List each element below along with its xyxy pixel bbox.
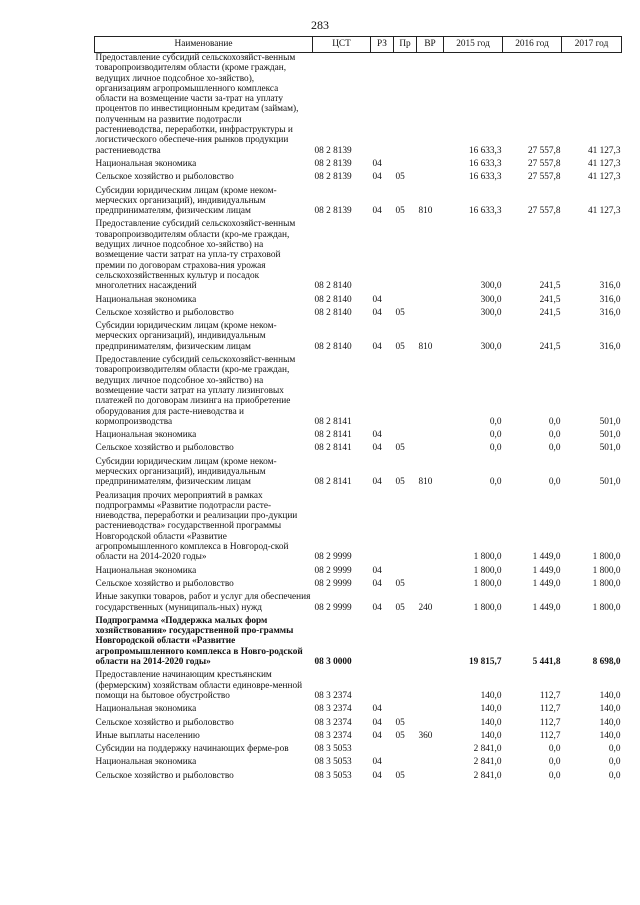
table-row <box>95 321 622 355</box>
table-row <box>95 186 622 220</box>
row-2017: 1 800,0 <box>592 552 621 563</box>
row-2017: 140,0 <box>599 690 621 701</box>
row-vr: 240 <box>418 602 433 613</box>
row-2015: 2 841,0 <box>473 744 502 755</box>
row-2015: 19 815,7 <box>468 657 502 668</box>
row-2017: 41 127,3 <box>587 206 621 217</box>
row-2017: 1 800,0 <box>592 578 621 589</box>
row-name: Национальная экономика <box>95 565 197 576</box>
table-body <box>95 53 622 785</box>
row-2017: 140,0 <box>599 704 621 715</box>
row-2015: 16 633,3 <box>468 172 502 183</box>
table-header-row <box>95 37 622 53</box>
row-2016: 27 557,8 <box>527 145 561 156</box>
row-name: Сельское хозяйство и рыболовство <box>95 717 234 728</box>
table-row <box>95 616 622 670</box>
row-rz <box>371 670 394 704</box>
row-name: Предоставление субсидий сельскохозяйст-венным товаропроизводителям области (кро-ме граждан, ведущих личное подсобное хо-зяйство) на возмещение части затрат на упла-ту страховой премии по договорам страхова-ния урожая сельскохозяйственных культур и посадок многолетних насаждений <box>95 219 296 292</box>
row-2016: 1 449,0 <box>532 578 561 589</box>
row-2015: 16 633,3 <box>468 145 502 156</box>
row-rz: 04 <box>372 341 382 352</box>
page-number: 283 <box>311 18 329 32</box>
table-row <box>95 172 622 185</box>
row-2017: 41 127,3 <box>587 145 621 156</box>
row-2017: 501,0 <box>599 416 621 427</box>
table-row <box>95 670 622 704</box>
row-2017: 140,0 <box>599 730 621 741</box>
row-vr <box>417 744 444 757</box>
row-2015: 16 633,3 <box>468 158 502 169</box>
row-2015: 1 800,0 <box>473 565 502 576</box>
row-pr: 05 <box>395 477 405 488</box>
row-rz: 04 <box>372 602 382 613</box>
row-2015: 1 800,0 <box>473 602 502 613</box>
table-row <box>95 53 622 159</box>
row-vr <box>417 579 444 592</box>
row-vr <box>417 566 444 579</box>
row-pr: 05 <box>395 206 405 217</box>
row-pr <box>394 219 417 294</box>
row-2017: 41 127,3 <box>587 158 621 169</box>
row-name: Сельское хозяйство и рыболовство <box>95 172 234 183</box>
row-vr <box>417 491 444 566</box>
row-pr <box>394 491 417 566</box>
row-vr: 810 <box>418 477 433 488</box>
row-2016: 0,0 <box>548 430 561 441</box>
row-rz: 04 <box>372 578 382 589</box>
row-2016: 0,0 <box>548 477 561 488</box>
row-name: Национальная экономика <box>95 704 197 715</box>
row-2016: 0,0 <box>548 744 561 755</box>
row-vr: 810 <box>418 206 433 217</box>
row-2017: 316,0 <box>599 281 621 292</box>
table-row <box>95 704 622 717</box>
row-pr: 05 <box>395 307 405 318</box>
row-vr <box>417 757 444 770</box>
header-name: Наименование <box>95 37 313 53</box>
row-cst: 08 2 8139 <box>314 158 352 169</box>
row-2015: 0,0 <box>489 443 502 454</box>
row-cst: 08 3 2374 <box>314 717 352 728</box>
header-2015: 2015 год <box>444 37 503 53</box>
row-2015: 140,0 <box>480 704 502 715</box>
row-name: Предоставление субсидий сельскохозяйст-венным товаропроизводителям области (кро-ме граждан, ведущих личное подсобное хо-зяйство) на возмещение части затрат на уплату лизинговых платежей по договорам лизинга на приобретение оборудования для расте-ниеводства и кормопроизводства <box>95 355 296 427</box>
header-rz: РЗ <box>371 37 394 53</box>
row-rz: 04 <box>372 294 382 305</box>
row-2015: 300,0 <box>480 294 502 305</box>
row-2017: 0,0 <box>608 757 621 768</box>
row-2017: 140,0 <box>599 717 621 728</box>
row-pr <box>394 616 417 670</box>
row-2016: 27 557,8 <box>527 172 561 183</box>
row-2017: 316,0 <box>599 307 621 318</box>
row-pr: 05 <box>395 578 405 589</box>
table-row <box>95 757 622 770</box>
table-row <box>95 566 622 579</box>
row-2016: 27 557,8 <box>527 158 561 169</box>
row-pr <box>394 295 417 308</box>
row-pr <box>394 430 417 443</box>
row-pr <box>394 744 417 757</box>
row-2017: 0,0 <box>608 770 621 781</box>
row-2015: 0,0 <box>489 416 502 427</box>
row-name: Сельское хозяйство и рыболовство <box>95 307 234 318</box>
row-2017: 1 800,0 <box>592 602 621 613</box>
row-pr: 05 <box>395 172 405 183</box>
row-rz <box>371 355 394 430</box>
row-name: Национальная экономика <box>95 158 197 169</box>
row-rz: 04 <box>372 158 382 169</box>
row-cst: 08 2 8140 <box>314 294 352 305</box>
row-rz <box>371 53 394 159</box>
row-vr <box>417 53 444 159</box>
row-2015: 0,0 <box>489 477 502 488</box>
table-row <box>95 592 622 616</box>
row-cst: 08 2 9999 <box>314 578 352 589</box>
row-2015: 2 841,0 <box>473 757 502 768</box>
row-cst: 08 2 9999 <box>314 565 352 576</box>
row-rz <box>371 219 394 294</box>
row-2016: 112,7 <box>539 730 561 741</box>
row-cst: 08 3 5053 <box>314 757 352 768</box>
row-vr <box>417 308 444 321</box>
row-name: Национальная экономика <box>95 430 197 441</box>
table-row <box>95 491 622 566</box>
row-pr: 05 <box>395 443 405 454</box>
row-rz <box>371 744 394 757</box>
row-2017: 41 127,3 <box>587 172 621 183</box>
row-name: Иные выплаты населению <box>95 730 200 741</box>
row-2016: 112,7 <box>539 717 561 728</box>
row-2015: 140,0 <box>480 730 502 741</box>
row-vr <box>417 355 444 430</box>
row-rz: 04 <box>372 443 382 454</box>
row-cst: 08 3 2374 <box>314 690 352 701</box>
row-2016: 1 449,0 <box>532 602 561 613</box>
row-vr <box>417 219 444 294</box>
header-vr: ВР <box>417 37 444 53</box>
table-row <box>95 443 622 456</box>
row-rz: 04 <box>372 206 382 217</box>
row-vr <box>417 172 444 185</box>
row-name: Иные закупки товаров, работ и услуг для обеспечения государственных (муниципаль-ных) нужд <box>95 592 311 613</box>
row-name: Субсидии юридическим лицам (кроме неком-мерческих организаций), индивидуальным предпринимателям, физическим лицам <box>95 321 277 352</box>
row-name: Предоставление субсидий сельскохозяйст-венным товаропроизводителям области (кроме граждан, ведущих личное подсобное хо-зяйство), организациям агропромышленного комплекса области на возмещение части за-трат на уплату процентов по инвестиционным кредитам (займам), полученным на развитие подотрасли растениеводства, переработки, инфраструктуры и логистического обеспече-ния рынков продукции растениеводства <box>95 53 299 156</box>
row-2016: 112,7 <box>539 704 561 715</box>
row-name: Сельское хозяйство и рыболовство <box>95 578 234 589</box>
row-vr: 810 <box>418 341 433 352</box>
header-2017: 2017 год <box>562 37 622 53</box>
row-rz: 04 <box>372 704 382 715</box>
row-vr: 360 <box>418 730 433 741</box>
row-vr <box>417 159 444 172</box>
row-cst: 08 3 5053 <box>314 770 352 781</box>
row-rz <box>371 616 394 670</box>
table-row <box>95 579 622 592</box>
row-vr <box>417 443 444 456</box>
row-2015: 0,0 <box>489 430 502 441</box>
table-row <box>95 430 622 443</box>
table-row <box>95 744 622 757</box>
row-pr <box>394 704 417 717</box>
header-cst: ЦСТ <box>313 37 371 53</box>
row-2016: 27 557,8 <box>527 206 561 217</box>
row-2017: 501,0 <box>599 477 621 488</box>
row-vr <box>417 718 444 731</box>
row-2016: 1 449,0 <box>532 565 561 576</box>
row-name: Национальная экономика <box>95 294 197 305</box>
row-2016: 241,5 <box>539 341 561 352</box>
row-name: Сельское хозяйство и рыболовство <box>95 770 234 781</box>
row-rz: 04 <box>372 770 382 781</box>
row-2017: 501,0 <box>599 430 621 441</box>
row-2015: 1 800,0 <box>473 578 502 589</box>
row-2015: 300,0 <box>480 307 502 318</box>
row-pr: 05 <box>395 602 405 613</box>
row-2015: 2 841,0 <box>473 770 502 781</box>
row-pr <box>394 355 417 430</box>
row-cst: 08 2 8141 <box>314 430 352 441</box>
row-cst: 08 2 8140 <box>314 307 352 318</box>
row-2016: 0,0 <box>548 757 561 768</box>
table-row <box>95 355 622 430</box>
row-pr: 05 <box>395 717 405 728</box>
row-vr <box>417 295 444 308</box>
row-cst: 08 3 0000 <box>314 657 352 668</box>
row-rz: 04 <box>372 565 382 576</box>
row-pr <box>394 670 417 704</box>
row-rz: 04 <box>372 757 382 768</box>
row-2015: 140,0 <box>480 717 502 728</box>
table-row <box>95 219 622 294</box>
row-2017: 8 698,0 <box>592 657 621 668</box>
row-cst: 08 3 5053 <box>314 744 352 755</box>
header-pr: Пр <box>394 37 417 53</box>
row-2017: 316,0 <box>599 341 621 352</box>
row-rz: 04 <box>372 430 382 441</box>
row-rz: 04 <box>372 307 382 318</box>
row-name: Реализация прочих мероприятий в рамках подпрограммы «Развитие подотрасли расте-ниеводства, переработки и реализации про-дукции растениеводства» государственной программы Новгородской области «Развитие агропромышленного комплекса в Новгород-ской области на 2014-2020 годы» <box>95 490 298 563</box>
row-2016: 241,5 <box>539 294 561 305</box>
row-name: Подпрограмма «Поддержка малых форм хозяйствования» государственной про-граммы Новгородской области «Развитие агропромышленного комплекса в Новго-родской области на 2014-2020 годы» <box>95 615 303 668</box>
row-cst: 08 2 9999 <box>314 602 352 613</box>
row-2016: 0,0 <box>548 416 561 427</box>
row-vr <box>417 430 444 443</box>
row-name: Субсидии юридическим лицам (кроме неком-мерческих организаций), индивидуальным предпринимателям, физическим лицам <box>95 456 277 488</box>
row-pr <box>394 566 417 579</box>
row-cst: 08 3 2374 <box>314 730 352 741</box>
header-2016: 2016 год <box>503 37 562 53</box>
row-2017: 0,0 <box>608 744 621 755</box>
row-name: Сельское хозяйство и рыболовство <box>95 443 234 454</box>
table-row <box>95 457 622 491</box>
row-cst: 08 2 8139 <box>314 145 352 156</box>
table-row <box>95 159 622 172</box>
row-vr <box>417 670 444 704</box>
row-rz: 04 <box>372 730 382 741</box>
table-row <box>95 308 622 321</box>
row-2016: 112,7 <box>539 690 561 701</box>
row-2015: 1 800,0 <box>473 552 502 563</box>
row-pr: 05 <box>395 730 405 741</box>
row-2016: 5 441,8 <box>532 657 561 668</box>
row-2015: 300,0 <box>480 281 502 292</box>
row-rz: 04 <box>372 172 382 183</box>
table-row <box>95 731 622 744</box>
row-rz: 04 <box>372 717 382 728</box>
table-row <box>95 718 622 731</box>
row-cst: 08 2 8139 <box>314 172 352 183</box>
row-rz: 04 <box>372 477 382 488</box>
table-row <box>95 295 622 308</box>
row-pr: 05 <box>395 770 405 781</box>
table-row <box>95 771 622 784</box>
row-2016: 0,0 <box>548 770 561 781</box>
row-2015: 16 633,3 <box>468 206 502 217</box>
row-vr <box>417 704 444 717</box>
row-pr <box>394 159 417 172</box>
row-cst: 08 2 8139 <box>314 206 352 217</box>
row-vr <box>417 616 444 670</box>
row-2016: 0,0 <box>548 443 561 454</box>
row-name: Субсидии юридическим лицам (кроме неком-мерческих организаций), индивидуальным предпринимателям, физическим лицам <box>95 185 277 217</box>
row-cst: 08 2 8141 <box>314 416 352 427</box>
row-2016: 1 449,0 <box>532 552 561 563</box>
row-name: Национальная экономика <box>95 757 197 768</box>
row-cst: 08 2 8141 <box>314 477 352 488</box>
row-2015: 300,0 <box>480 341 502 352</box>
row-2015: 140,0 <box>480 690 502 701</box>
row-rz <box>371 491 394 566</box>
row-cst: 08 3 2374 <box>314 704 352 715</box>
row-pr <box>394 757 417 770</box>
row-pr <box>394 53 417 159</box>
row-2016: 241,5 <box>539 307 561 318</box>
row-cst: 08 2 8140 <box>314 281 352 292</box>
row-vr <box>417 771 444 784</box>
row-2017: 501,0 <box>599 443 621 454</box>
row-pr: 05 <box>395 341 405 352</box>
row-cst: 08 2 9999 <box>314 552 352 563</box>
row-2017: 316,0 <box>599 294 621 305</box>
row-cst: 08 2 8140 <box>314 341 352 352</box>
row-2017: 1 800,0 <box>592 565 621 576</box>
row-name: Предоставление начинающим крестьянским (фермерским) хозяйствам области единовре-менной помощи на бытовое обустройство <box>95 670 303 701</box>
row-cst: 08 2 8141 <box>314 443 352 454</box>
budget-table <box>94 36 622 784</box>
row-name: Субсидии на поддержку начинающих ферме-ров <box>95 744 289 755</box>
row-2016: 241,5 <box>539 281 561 292</box>
